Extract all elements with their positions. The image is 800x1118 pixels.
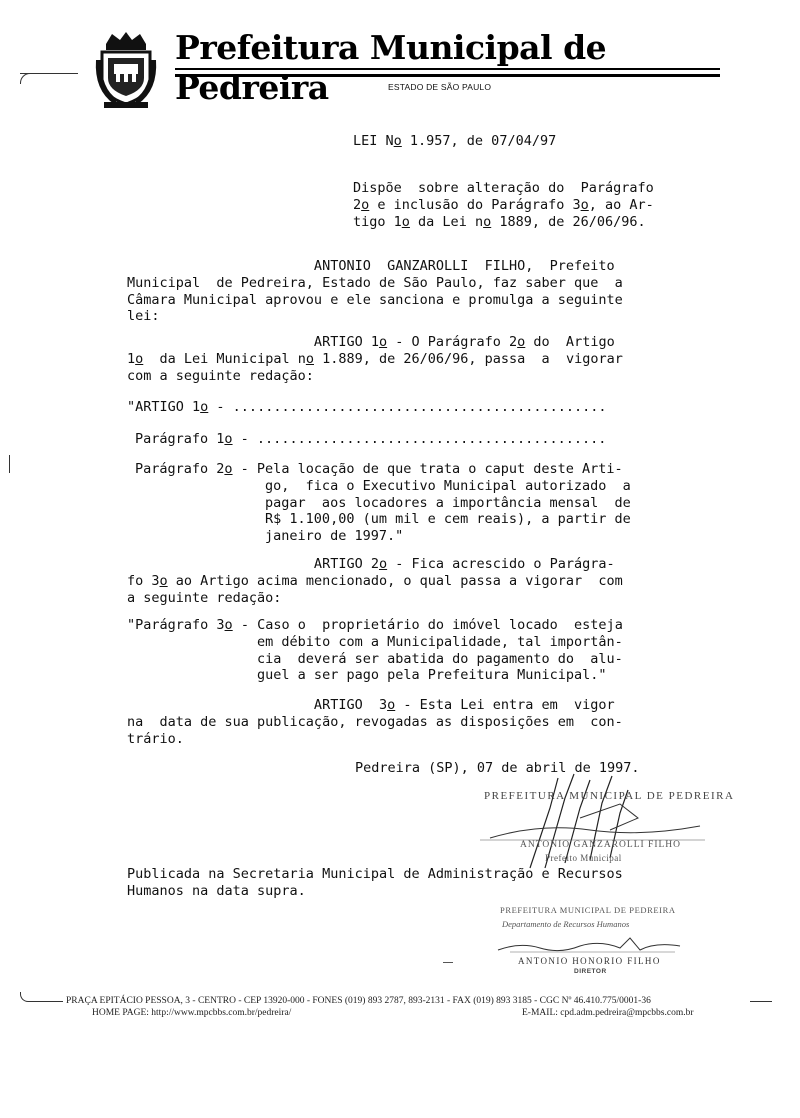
dash-mark (443, 962, 453, 963)
paragraph-3: "Parágrafo 3o - Caso o proprietário do imóvel locado esteja em débito com a Municipalidade, tal importân- cia deverá ser abatida do pagamento do alu- guel a ser pago pela Prefeitura Municipal." (127, 617, 623, 684)
footer-rule-right (750, 1001, 772, 1002)
director-signature-icon (490, 930, 690, 958)
department-stamp-header: PREFEITURA MUNICIPAL DE PEDREIRA (500, 905, 676, 915)
frame-line (20, 73, 78, 74)
mayor-stamp-role: Prefeito Municipal (545, 853, 622, 863)
footer-address: PRAÇA EPITÁCIO PESSOA, 3 - CENTRO - CEP 13920-000 - FONES (019) 893 2787, 893-2131 - FAX (019) 893 3185 - CGC Nº 46.410.775/0001-36 (66, 996, 651, 1006)
publication-note: Publicada na Secretaria Municipal de Administração e Recursos Humanos na data supra. (127, 866, 623, 899)
article-2: ARTIGO 2o - Fica acrescido o Parágra- fo 3o ao Artigo acima mencionado, o qual passa a vigorar com a seguinte redação: (127, 556, 623, 606)
footer-rule-left (28, 1001, 63, 1002)
paragraph-1: Parágrafo 1o - ........................................... (135, 431, 607, 447)
department-stamp-line: Departamento de Recursos Humanos (502, 919, 630, 929)
mayor-stamp-name: ANTONIO GANZAROLLI FILHO (520, 840, 682, 850)
letterhead-rule (175, 68, 720, 77)
letterhead-subtitle: ESTADO DE SÃO PAULO (388, 82, 492, 92)
frame-corner (20, 73, 31, 84)
mayor-stamp-header: PREFEITURA MUNICIPAL DE PEDREIRA (484, 790, 735, 802)
margin-mark (9, 455, 10, 473)
paragraph-2: Parágrafo 2o - Pela locação de que trata o caput deste Arti- go, fica o Executivo Municipal autorizado a pagar aos locadores a importância mensal de R$ 1.100,00 (um mil e cem reais), a partir de janeiro de 1997." (135, 461, 631, 545)
law-summary: Dispõe sobre alteração do Parágrafo 2o e inclusão do Parágrafo 3o, ao Ar- tigo 1o da Lei no 1889, de 26/06/96. (353, 180, 654, 230)
article-1: ARTIGO 1o - O Parágrafo 2o do Artigo 1o da Lei Municipal no 1.889, de 26/06/96, passa a vigorar com a seguinte redação: (127, 334, 623, 384)
law-preamble: ANTONIO GANZAROLLI FILHO, Prefeito Municipal de Pedreira, Estado de São Paulo, faz saber que a Câmara Municipal aprovou e ele sanciona e promulga a seguinte lei: (127, 258, 623, 325)
article-3: ARTIGO 3o - Esta Lei entra em vigor na data de sua publicação, revogadas as disposições em con- trário. (127, 697, 623, 747)
law-title: LEI No 1.957, de 07/04/97 (353, 133, 557, 149)
coat-of-arms-icon (94, 30, 158, 112)
date-line: Pedreira (SP), 07 de abril de 1997. (355, 760, 640, 776)
letterhead-title: Prefeitura Municipal de Pedreira (175, 28, 607, 107)
department-stamp-name: ANTONIO HONORIO FILHO (518, 956, 661, 966)
footer-homepage: HOME PAGE: http://www.mpcbbs.com.br/pedreira/ (92, 1008, 292, 1018)
article-1-heading: "ARTIGO 1o - .............................................. (127, 399, 607, 415)
footer-email: E-MAIL: cpd.adm.pedreira@mpcbbs.com.br (522, 1008, 694, 1018)
department-stamp-role: DIRETOR (574, 968, 607, 975)
